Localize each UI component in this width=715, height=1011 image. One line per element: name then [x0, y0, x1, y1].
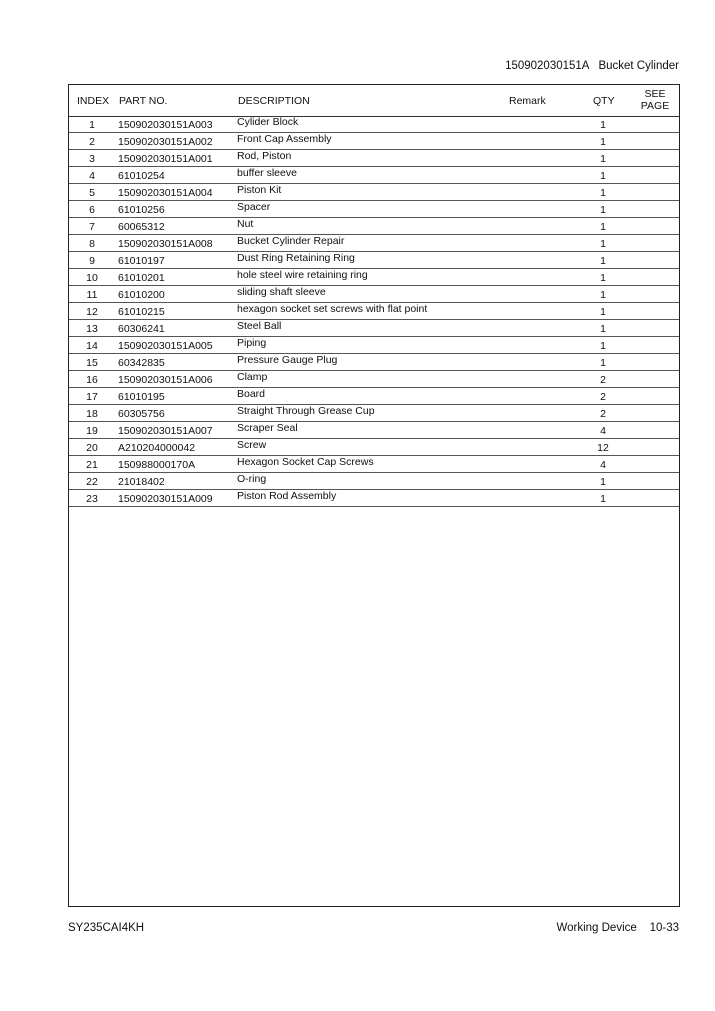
row-index: 16 [86, 374, 98, 386]
see-page-line2: PAGE [640, 100, 670, 112]
column-header-part-no: PART NO. [119, 95, 168, 107]
row-index: 22 [86, 476, 98, 488]
row-qty: 1 [600, 119, 606, 131]
row-index: 19 [86, 425, 98, 437]
row-part-no: 61010195 [118, 391, 165, 403]
row-index: 21 [86, 459, 98, 471]
footer-section: Working Device [556, 922, 637, 934]
row-qty: 1 [600, 238, 606, 250]
row-index: 4 [89, 170, 95, 182]
row-description: buffer sleeve [237, 167, 297, 179]
row-qty: 1 [600, 187, 606, 199]
row-part-no: 61010256 [118, 204, 165, 216]
row-part-no: 150902030151A002 [118, 136, 213, 148]
footer-page-number: 10-33 [649, 922, 679, 934]
table-row [69, 133, 679, 150]
table-row [69, 439, 679, 456]
table-row [69, 218, 679, 235]
table-row [69, 371, 679, 388]
table-row [69, 320, 679, 337]
column-header-remark: Remark [509, 95, 546, 107]
row-qty: 1 [600, 272, 606, 284]
row-description: Spacer [237, 201, 271, 213]
header-doc-number: 150902030151A [505, 60, 589, 72]
row-part-no: 150988000170A [118, 459, 196, 471]
column-header-qty: QTY [593, 95, 615, 107]
row-part-no: 150902030151A005 [118, 340, 213, 352]
row-description: Screw [237, 439, 267, 451]
table-row [69, 337, 679, 354]
row-description: Front Cap Assembly [237, 133, 332, 145]
row-qty: 1 [600, 204, 606, 216]
row-qty: 1 [600, 357, 606, 369]
row-part-no: 60342835 [118, 357, 165, 369]
row-qty: 1 [600, 170, 606, 182]
row-description: Straight Through Grease Cup [237, 405, 375, 417]
row-part-no: 61010200 [118, 289, 165, 301]
header-doc-title: Bucket Cylinder [598, 60, 679, 72]
row-index: 7 [89, 221, 95, 233]
row-qty: 1 [600, 323, 606, 335]
row-description: Piston Rod Assembly [237, 490, 337, 502]
column-header-index: INDEX [77, 95, 110, 107]
row-description: Pressure Gauge Plug [237, 354, 338, 366]
row-index: 1 [89, 119, 95, 131]
row-index: 2 [89, 136, 95, 148]
table-row [69, 456, 679, 473]
footer-section-page [556, 922, 679, 934]
row-qty: 1 [600, 153, 606, 165]
see-page-line1: SEE [644, 88, 666, 100]
column-header-see-page [629, 88, 681, 112]
table-row [69, 422, 679, 439]
row-qty: 2 [600, 391, 606, 403]
row-part-no: 61010254 [118, 170, 165, 182]
table-row [69, 201, 679, 218]
table-body [69, 116, 679, 507]
row-index: 17 [86, 391, 98, 403]
table-row [69, 388, 679, 405]
row-index: 11 [86, 289, 98, 301]
row-index: 12 [86, 306, 98, 318]
row-part-no: 60305756 [118, 408, 165, 420]
column-header-description: DESCRIPTION [238, 95, 310, 107]
row-description: Piping [237, 337, 267, 349]
row-index: 23 [86, 493, 98, 505]
row-part-no: 61010197 [118, 255, 165, 267]
row-part-no: 60306241 [118, 323, 165, 335]
row-description: Steel Ball [237, 320, 282, 332]
table-row [69, 303, 679, 320]
row-qty: 12 [597, 442, 609, 454]
row-description: Piston Kit [237, 184, 282, 196]
table-row [69, 490, 679, 507]
table-row [69, 150, 679, 167]
row-part-no: 60065312 [118, 221, 165, 233]
row-qty: 1 [600, 255, 606, 267]
row-index: 3 [89, 153, 95, 165]
table-row [69, 167, 679, 184]
row-description: Clamp [237, 371, 268, 383]
row-qty: 4 [600, 425, 606, 437]
row-part-no: 150902030151A007 [118, 425, 213, 437]
row-qty: 1 [600, 306, 606, 318]
footer-model: SY235CAI4KH [68, 922, 145, 934]
row-part-no: A210204000042 [118, 442, 196, 454]
row-description: Nut [237, 218, 254, 230]
row-index: 6 [89, 204, 95, 216]
table-row [69, 354, 679, 371]
row-qty: 4 [600, 459, 606, 471]
row-description: Scraper Seal [237, 422, 298, 434]
row-qty: 1 [600, 221, 606, 233]
row-part-no: 21018402 [118, 476, 165, 488]
table-row [69, 235, 679, 252]
row-index: 8 [89, 238, 95, 250]
row-description: Rod, Piston [237, 150, 292, 162]
row-part-no: 150902030151A004 [118, 187, 213, 199]
row-description: Board [237, 388, 266, 400]
row-index: 15 [86, 357, 98, 369]
row-qty: 1 [600, 493, 606, 505]
row-description: Dust Ring Retaining Ring [237, 252, 355, 264]
row-part-no: 150902030151A006 [118, 374, 213, 386]
row-qty: 1 [600, 476, 606, 488]
table-row [69, 269, 679, 286]
row-description: hexagon socket set screws with flat point [237, 303, 428, 315]
table-row [69, 252, 679, 269]
row-qty: 2 [600, 408, 606, 420]
row-part-no: 150902030151A001 [118, 153, 213, 165]
row-description: sliding shaft sleeve [237, 286, 326, 298]
table-row [69, 405, 679, 422]
row-part-no: 150902030151A008 [118, 238, 213, 250]
row-qty: 1 [600, 340, 606, 352]
row-description: Hexagon Socket Cap Screws [237, 456, 374, 468]
row-qty: 1 [600, 136, 606, 148]
row-description: Bucket Cylinder Repair [237, 235, 345, 247]
table-row [69, 473, 679, 490]
row-part-no: 61010201 [118, 272, 165, 284]
row-index: 20 [86, 442, 98, 454]
table-row [69, 116, 679, 133]
row-index: 9 [89, 255, 95, 267]
row-qty: 2 [600, 374, 606, 386]
row-part-no: 61010215 [118, 306, 165, 318]
table-row [69, 286, 679, 303]
row-index: 10 [86, 272, 98, 284]
row-description: O-ring [237, 473, 267, 485]
row-index: 5 [89, 187, 95, 199]
row-index: 14 [86, 340, 98, 352]
row-part-no: 150902030151A009 [118, 493, 213, 505]
row-description: hole steel wire retaining ring [237, 269, 368, 281]
row-qty: 1 [600, 289, 606, 301]
table-row [69, 184, 679, 201]
row-part-no: 150902030151A003 [118, 119, 213, 131]
row-index: 13 [86, 323, 98, 335]
row-description: Cylider Block [237, 116, 299, 128]
row-index: 18 [86, 408, 98, 420]
document-header [505, 60, 679, 72]
parts-table-frame [68, 84, 680, 907]
